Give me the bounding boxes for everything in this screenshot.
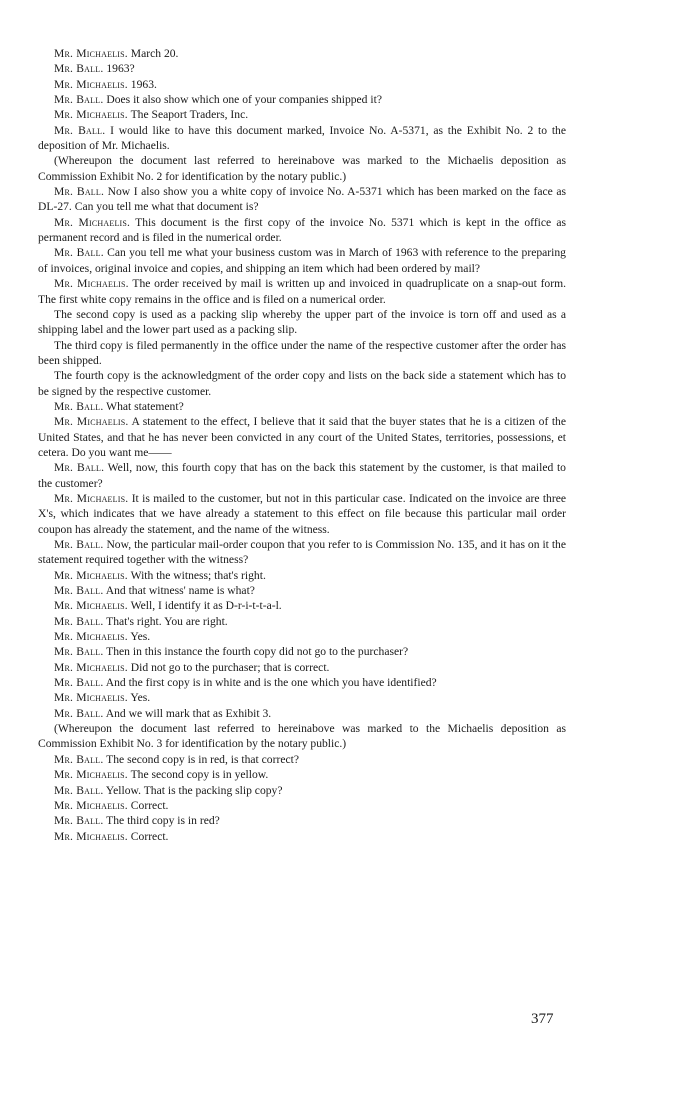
transcript-paragraph	[38, 798, 566, 813]
speech-text: Yellow. That is the packing slip copy?	[105, 783, 283, 797]
transcript-paragraph	[38, 215, 566, 246]
transcript-paragraph	[38, 153, 566, 184]
speaker-name: Mr. Ball.	[54, 185, 105, 199]
transcript-paragraph	[38, 368, 566, 399]
speech-text: Then in this instance the fourth copy did not go to the purchaser?	[106, 645, 409, 659]
speech-text: March 20.	[130, 47, 179, 60]
speaker-name: Mr. Ball.	[54, 399, 104, 413]
transcript-paragraph	[38, 721, 566, 752]
speaker-name: Mr. Ball.	[54, 752, 104, 766]
transcript-paragraph	[38, 184, 566, 215]
speech-text: I would like to have this document marked, Invoice No. A-5371, as the Exhibit No. 2 to the deposition of Mr. Michaelis.	[38, 123, 566, 153]
speech-text: The second copy is in red, is that correct?	[106, 752, 299, 766]
transcript-paragraph	[38, 706, 566, 721]
transcript-paragraph	[38, 245, 566, 276]
speaker-name: Mr. Ball.	[54, 614, 104, 628]
speaker-name: Mr. Michaelis.	[54, 568, 128, 582]
speaker-name: Mr. Ball.	[54, 62, 104, 76]
speech-text: The Seaport Traders, Inc.	[130, 108, 249, 122]
speaker-name: Mr. Michaelis.	[54, 108, 128, 122]
speech-text: Now I also show you a white copy of invoice No. A-5371 which has been marked on the face as DL-27. Can you tell me what that document is?	[38, 185, 566, 214]
speech-text: With the witness; that's right.	[130, 568, 266, 582]
speech-text: The second copy is used as a packing slip whereby the upper part of the invoice is torn off and used as a shipping label and the lower part used as a packing slip.	[38, 307, 566, 337]
transcript-paragraph	[38, 307, 566, 338]
speaker-name: Mr. Michaelis.	[54, 47, 128, 60]
transcript-paragraph	[38, 107, 566, 122]
transcript-paragraph	[38, 598, 566, 613]
transcript-body	[38, 46, 566, 844]
speech-text: Correct.	[130, 829, 169, 843]
transcript-paragraph	[38, 491, 566, 537]
speaker-name: Mr. Ball.	[54, 461, 105, 475]
speech-text: Yes.	[130, 691, 151, 705]
speaker-name: Mr. Michaelis.	[54, 660, 128, 674]
transcript-paragraph	[38, 690, 566, 705]
speaker-name: Mr. Michaelis.	[54, 768, 128, 782]
transcript-paragraph	[38, 675, 566, 690]
speech-text: What statement?	[106, 399, 184, 413]
speaker-name: Mr. Ball.	[54, 783, 104, 797]
speaker-name: Mr. Michaelis.	[54, 215, 131, 229]
transcript-paragraph	[38, 414, 566, 460]
transcript-paragraph	[38, 813, 566, 828]
speaker-name: Mr. Michaelis.	[54, 630, 128, 644]
transcript-paragraph	[38, 338, 566, 369]
speech-text: 1963.	[130, 77, 157, 91]
speech-text: This document is the first copy of the invoice No. 5371 which is kept in the office as permanent record and is filed in the numerical order.	[38, 215, 567, 245]
transcript-paragraph	[38, 752, 566, 767]
transcript-paragraph	[38, 46, 566, 61]
transcript-paragraph	[38, 123, 566, 154]
transcript-paragraph	[38, 276, 566, 307]
page-number: 377	[531, 1011, 554, 1027]
transcript-paragraph	[38, 644, 566, 659]
transcript-paragraph	[38, 614, 566, 629]
transcript-paragraph	[38, 583, 566, 598]
speaker-name: Mr. Ball.	[54, 93, 104, 107]
speech-text: Well, now, this fourth copy that has on the back this statement by the customer, is that mailed to the customer?	[38, 461, 566, 490]
speaker-name: Mr. Ball.	[54, 706, 104, 720]
transcript-paragraph	[38, 660, 566, 675]
transcript-paragraph	[38, 783, 566, 798]
transcript-paragraph	[38, 61, 566, 76]
speaker-name: Mr. Michaelis.	[54, 691, 128, 705]
speech-text: 1963?	[106, 62, 135, 76]
speech-text: Well, I identify it as D-r-i-t-t-a-l.	[130, 599, 282, 613]
speaker-name: Mr. Ball.	[54, 584, 104, 598]
speaker-name: Mr. Ball.	[54, 246, 104, 260]
speaker-name: Mr. Michaelis.	[54, 277, 129, 291]
transcript-paragraph	[38, 767, 566, 782]
speech-text: (Whereupon the document last referred to hereinabove was marked to the Michaelis deposition as Commission Exhibit No. 2 for identification by the notary public.)	[38, 154, 566, 183]
speech-text: That's right. You are right.	[106, 614, 228, 628]
transcript-paragraph	[38, 568, 566, 583]
speech-text: The third copy is filed permanently in the office under the name of the respective customer after the order has been shipped.	[38, 338, 566, 367]
speaker-name: Mr. Ball.	[54, 123, 106, 137]
speech-text: Now, the particular mail-order coupon that you refer to is Commission No. 135, and it has on it the statement required together with the witness?	[38, 538, 566, 567]
speech-text: It is mailed to the customer, but not in this particular case. Indicated on the invoice are three X's, which indicates that we have already a statement to this effect on file because this particular mail order coupon has already the statement, and the name of the witness.	[38, 491, 567, 536]
transcript-paragraph	[38, 537, 566, 568]
speech-text: And that witness' name is what?	[105, 584, 255, 598]
speaker-name: Mr. Ball.	[54, 538, 104, 551]
speech-text: And the first copy is in white and is the one which you have identified?	[105, 676, 437, 690]
speaker-name: Mr. Michaelis.	[54, 491, 129, 505]
speech-text: A statement to the effect, I believe that it said that the buyer states that he is a citizen of the United States, and that he has never been convicted in any court of the United States, territories, possessions, et cetera. Do you want me——	[38, 415, 566, 459]
transcript-paragraph	[38, 829, 566, 844]
speaker-name: Mr. Ball.	[54, 814, 104, 828]
transcript-paragraph	[38, 92, 566, 107]
speech-text: And we will mark that as Exhibit 3.	[105, 706, 272, 720]
speech-text: Can you tell me what your business custom was in March of 1963 with reference to the preparing of invoices, original invoice and copies, and shipping an item which had been ordered by mail?	[38, 246, 566, 275]
transcript-paragraph	[38, 399, 566, 414]
speaker-name: Mr. Ball.	[54, 645, 104, 659]
speech-text: The order received by mail is written up and invoiced in quadruplicate on a snap-out form. The first white copy remains in the office and is filed on a numerical order.	[38, 277, 566, 306]
speaker-name: Mr. Michaelis.	[54, 77, 128, 91]
speech-text: (Whereupon the document last referred to hereinabove was marked to the Michaelis deposition as Commission Exhibit No. 3 for identification by the notary public.)	[38, 722, 566, 751]
transcript-paragraph	[38, 460, 566, 491]
transcript-paragraph	[38, 629, 566, 644]
speaker-name: Mr. Michaelis.	[54, 415, 129, 429]
speech-text: The second copy is in yellow.	[130, 768, 269, 782]
speech-text: The third copy is in red?	[106, 814, 220, 828]
speech-text: The fourth copy is the acknowledgment of the order copy and lists on the back side a statement which has to be signed by the respective customer.	[38, 369, 566, 398]
speaker-name: Mr. Michaelis.	[54, 599, 128, 613]
speech-text: Yes.	[130, 630, 151, 644]
speech-text: Correct.	[130, 798, 169, 812]
speaker-name: Mr. Ball.	[54, 676, 104, 690]
speaker-name: Mr. Michaelis.	[54, 798, 128, 812]
transcript-paragraph	[38, 77, 566, 92]
speaker-name: Mr. Michaelis.	[54, 829, 128, 843]
speech-text: Does it also show which one of your companies shipped it?	[106, 93, 382, 107]
speech-text: Did not go to the purchaser; that is correct.	[130, 660, 330, 674]
